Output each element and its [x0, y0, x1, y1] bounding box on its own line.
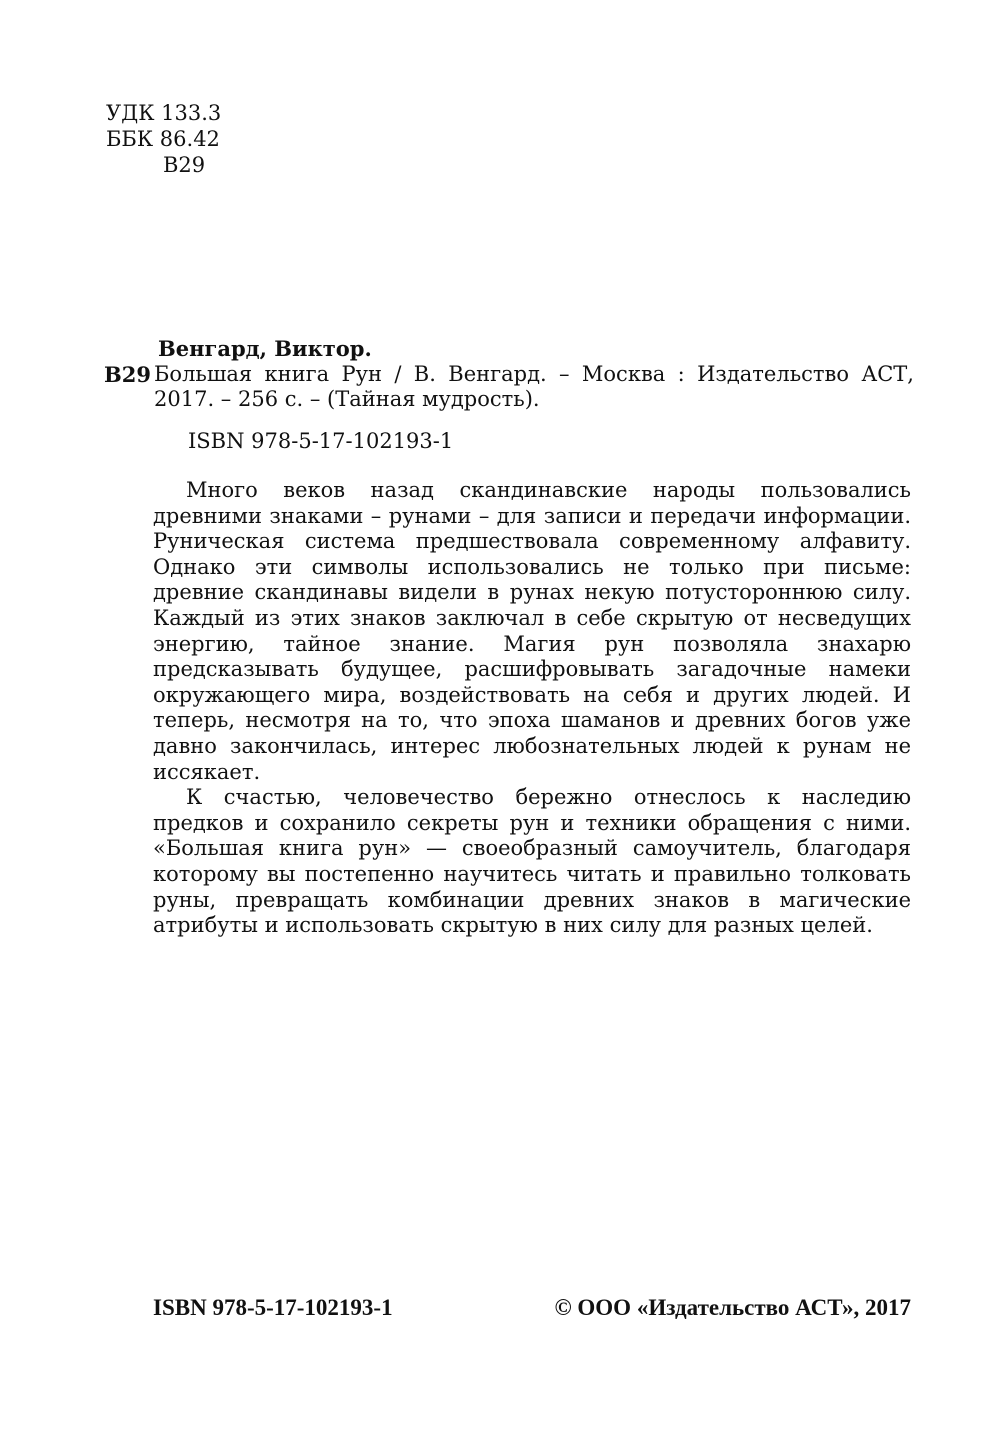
imprint-footer	[153, 1294, 911, 1322]
annotation-paragraph: К счастью, человечество бережно отнеслось к наследию предков и сохранило секреты рун и техники обращения с ними. «Большая книга рун» — своеобразный самоучитель, благодаря которому вы постепенно научитесь читать и правильно толковать руны, превращать комбинации древних знаков в магические атрибуты и использовать скрытую в них силу для разных целей.	[153, 785, 911, 938]
footer-copyright: © ООО «Издательство АСТ», 2017	[554, 1295, 911, 1320]
udk-code: УДК 133.3	[106, 101, 222, 125]
entry-author-mark: В29	[104, 361, 151, 387]
entry-row	[104, 362, 914, 413]
annotation-paragraph: Много веков назад скандинавские народы пользовались древними знаками – рунами – для записи и передачи информации. Руническая система предшествовала современному алфавиту. Однако эти символы использовались не только при письме: древние скандинавы видели в рунах некую потустороннюю силу. Каждый из этих знаков заключал в себе скрытую от несведущих энергию, тайное знание. Магия рун позволяла знахарю предсказывать будущее, расшифровывать загадочные намеки окружающего мира, воздействовать на себя и других людей. И теперь, несмотря на то, что эпоха шаманов и древних богов уже давно закончилась, интерес любознательных людей к рунам не иссякает.	[153, 478, 911, 784]
bibliographic-description: Большая книга Рун / В. Венгард. – Москва : Издательство АСТ, 2017. – 256 с. – (Тайная мудрость).	[154, 361, 914, 411]
bibliographic-record	[104, 336, 914, 454]
author-heading: Венгард, Виктор.	[158, 336, 372, 361]
record-isbn: ISBN 978-5-17-102193-1	[188, 428, 454, 453]
classification-block	[106, 100, 221, 178]
bbk-code: ББК 86.42	[106, 127, 220, 151]
author-mark: В29	[163, 153, 206, 177]
annotation	[153, 478, 911, 939]
footer-isbn: ISBN 978-5-17-102193-1	[153, 1295, 393, 1320]
